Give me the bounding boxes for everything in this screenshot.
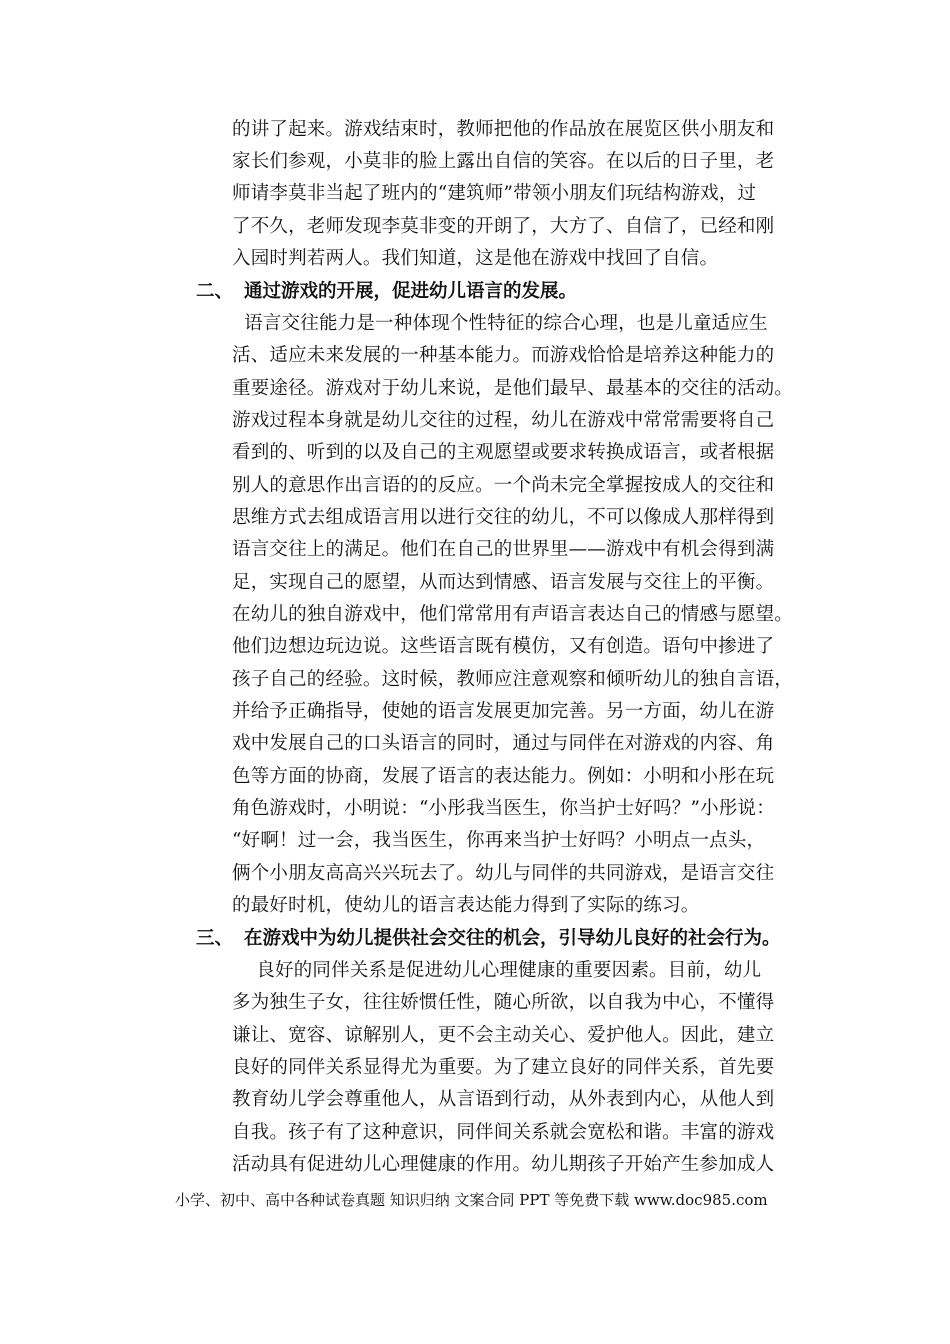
paragraph-line: 多为独生子女，往往娇惯任性，随心所欲，以自我为中心，不懂得 [232,992,775,1013]
paragraph-line: 自我。孩子有了这种意识，同伴间关系就会宽松和谐。丰富的游戏 [232,1122,775,1143]
paragraph-line: 戏中发展自己的口头语言的同时，通过与同伴在对游戏的内容、角 [232,733,775,754]
paragraph-line: 了不久，老师发现李莫非变的开朗了，大方了、自信了，已经和刚 [232,216,775,237]
paragraph-line: 俩个小朋友高高兴兴玩去了。幼儿与同伴的共同游戏，是语言交往 [232,863,775,884]
paragraph-line: 入园时判若两人。我们知道，这是他在游戏中找回了自信。 [232,248,719,269]
section-heading-3 [196,926,816,952]
section-number: 二、 [196,281,234,302]
section-title: 在游戏中为幼儿提供社会交往的机会，引导幼儿良好的社会行为。 [244,928,781,949]
paragraph-line: “好啊！过一会，我当医生，你再来当护士好吗？小明点一点头， [232,830,766,851]
paragraph-line: 游戏过程本身就是幼儿交往的过程，幼儿在游戏中常常需要将自己 [232,410,775,431]
paragraph-line: 并给予正确指导，使她的语言发展更加完善。另一方面，幼儿在游 [232,701,775,722]
paragraph-line: 的讲了起来。游戏结束时，教师把他的作品放在展览区供小朋友和 [232,119,775,140]
paragraph-line: 家长们参观，小莫非的脸上露出自信的笑容。在以后的日子里，老 [232,151,775,172]
page-footer: 小学、初中、高中各种试卷真题 知识归纳 文案合同 PPT 等免费下载 www.doc985.com [175,1191,768,1209]
paragraph-line: 看到的、听到的以及自己的主观愿望或要求转换成语言，或者根据 [232,442,775,463]
paragraph-line: 他们边想边玩边说。这些语言既有模仿，又有创造。语句中掺进了 [232,636,775,657]
paragraph-line: 谦让、宽容、谅解别人，更不会主动关心、爱护他人。因此，建立 [232,1025,775,1046]
paragraph-line: 良好的同伴关系显得尤为重要。为了建立良好的同伴关系，首先要 [232,1057,775,1078]
paragraph-line: 良好的同伴关系是促进幼儿心理健康的重要因素。目前，幼儿 [232,960,762,981]
paragraph-line: 思维方式去组成语言用以进行交往的幼儿，不可以像成人那样得到 [232,507,775,528]
paragraph-line: 别人的意思作出言语的的反应。一个尚未完全掌握按成人的交往和 [232,475,775,496]
paragraph-line: 角色游戏时，小明说：“小彤我当医生，你当护士好吗？”小彤说： [232,798,775,819]
paragraph-line: 语言交往能力是一种体现个性特征的综合心理，也是儿童适应生 [232,313,768,334]
section-number: 三、 [196,928,234,949]
paragraph-line: 活、适应未来发展的一种基本能力。而游戏恰恰是培养这种能力的 [232,345,775,366]
section-title: 通过游戏的开展，促进幼儿语言的发展。 [244,281,578,302]
paragraph-line: 在幼儿的独自游戏中，他们常常用有声语言表达自己的情感与愿望。 [232,604,794,625]
paragraph-line: 语言交往上的满足。他们在自己的世界里——游戏中有机会得到满 [232,539,775,560]
paragraph-line: 教育幼儿学会尊重他人，从言语到行动，从外表到内心，从他人到 [232,1089,775,1110]
paragraph-line: 师请李莫非当起了班内的“建筑师”带领小朋友们玩结构游戏，过 [232,183,757,204]
section-heading-2 [196,279,816,305]
paragraph-line: 重要途径。游戏对于幼儿来说，是他们最早、最基本的交往的活动。 [232,378,794,399]
paragraph-line: 活动具有促进幼儿心理健康的作用。幼儿期孩子开始产生参加成人 [232,1154,775,1175]
paragraph-line: 足，实现自己的愿望，从而达到情感、语言发展与交往上的平衡。 [232,572,775,593]
paragraph-line: 的最好时机，使幼儿的语言表达能力得到了实际的练习。 [232,895,700,916]
paragraph-line: 孩子自己的经验。这时候，教师应注意观察和倾听幼儿的独自言语， [232,669,794,690]
paragraph-line: 色等方面的协商，发展了语言的表达能力。例如：小明和小彤在玩 [232,766,775,787]
